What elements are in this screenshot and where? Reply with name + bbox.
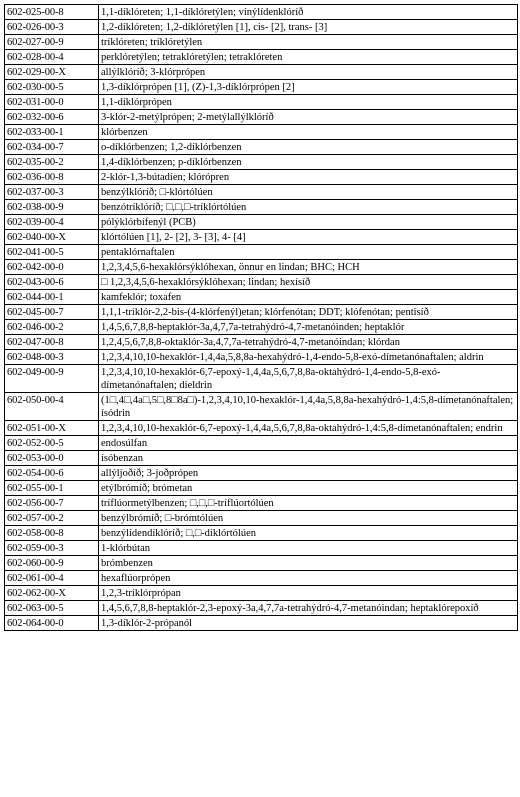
substance-name-cell: 1,2,3-tríklórprópan	[99, 586, 518, 601]
substance-name-cell: tríflúormetýlbenzen; □,□,□-tríflúortólúen	[99, 496, 518, 511]
substance-name-cell: 1,2,4,5,6,7,8,8-oktaklór-3a,4,7,7a-tetrahýdró-4,7-metanóindan; klórdan	[99, 335, 518, 350]
index-number-cell: 602-061-00-4	[5, 571, 99, 586]
table-row	[5, 526, 518, 541]
table-row	[5, 140, 518, 155]
table-row	[5, 5, 518, 20]
table-row	[5, 80, 518, 95]
substance-name-cell: 1,4-díklórbenzen; p-díklórbenzen	[99, 155, 518, 170]
table-row	[5, 481, 518, 496]
index-number-cell: 602-035-00-2	[5, 155, 99, 170]
substance-name-cell: benzýlbrómíð; □-brómtólúen	[99, 511, 518, 526]
index-number-cell: 602-030-00-5	[5, 80, 99, 95]
substance-name-cell: 1-klórbútan	[99, 541, 518, 556]
table-row	[5, 185, 518, 200]
substance-name-cell: 1,3-díklórprópen [1], (Z)-1,3-díklórprópen [2]	[99, 80, 518, 95]
table-row	[5, 125, 518, 140]
table-row	[5, 365, 518, 393]
table-row	[5, 215, 518, 230]
index-number-cell: 602-031-00-0	[5, 95, 99, 110]
table-row	[5, 110, 518, 125]
substance-name-cell: 1,1-díklórprópen	[99, 95, 518, 110]
index-number-cell: 602-026-00-3	[5, 20, 99, 35]
table-row	[5, 95, 518, 110]
substance-name-cell: 1,2-díklóreten; 1,2-díklóretýlen [1], cis- [2], trans- [3]	[99, 20, 518, 35]
substance-name-cell: 2-klór-1,3-bútadíen; klórópren	[99, 170, 518, 185]
table-row	[5, 320, 518, 335]
index-number-cell: 602-025-00-8	[5, 5, 99, 20]
index-number-cell: 602-041-00-5	[5, 245, 99, 260]
substance-name-cell: 1,1-díklóreten; 1,1-díklóretýlen; vínýlídenklóríð	[99, 5, 518, 20]
table-row	[5, 466, 518, 481]
index-number-cell: 602-045-00-7	[5, 305, 99, 320]
substance-name-cell: 1,2,3,4,10,10-hexaklór-1,4,4a,5,8,8a-hexahýdró-1,4-endo-5,8-exó-dímetanónaftalen; aldrin	[99, 350, 518, 365]
table-row	[5, 616, 518, 631]
index-number-cell: 602-039-00-4	[5, 215, 99, 230]
index-number-cell: 602-051-00-X	[5, 421, 99, 436]
index-number-cell: 602-048-00-3	[5, 350, 99, 365]
index-number-cell: 602-044-00-1	[5, 290, 99, 305]
substance-name-cell: 1,2,3,4,5,6-hexaklórsýklóhexan, önnur en lindan; BHC; HCH	[99, 260, 518, 275]
table-row	[5, 170, 518, 185]
table-row	[5, 350, 518, 365]
substance-name-cell: benzýlklóríð; □-klórtólúen	[99, 185, 518, 200]
index-number-cell: 602-034-00-7	[5, 140, 99, 155]
substance-name-cell: endosúlfan	[99, 436, 518, 451]
substance-name-cell: □ 1,2,3,4,5,6-hexaklórsýklóhexan; lindan; hexísíð	[99, 275, 518, 290]
index-number-cell: 602-033-00-1	[5, 125, 99, 140]
index-number-cell: 602-032-00-6	[5, 110, 99, 125]
substance-name-cell: 3-klór-2-metýlprópen; 2-metýlallýlklóríð	[99, 110, 518, 125]
table-body	[5, 5, 518, 631]
index-number-cell: 602-040-00-X	[5, 230, 99, 245]
substance-name-cell: perklóretýlen; tetraklóretýlen; tetraklóreten	[99, 50, 518, 65]
index-number-cell: 602-029-00-X	[5, 65, 99, 80]
index-number-cell: 602-043-00-6	[5, 275, 99, 290]
index-number-cell: 602-036-00-8	[5, 170, 99, 185]
index-number-cell: 602-038-00-9	[5, 200, 99, 215]
substance-name-cell: tríklóreten; tríklóretýlen	[99, 35, 518, 50]
substance-name-cell: 1,4,5,6,7,8,8-heptaklór-2,3-epoxý-3a,4,7,7a-tetrahýdró-4,7-metanóindan; heptaklórepoxíð	[99, 601, 518, 616]
index-number-cell: 602-028-00-4	[5, 50, 99, 65]
substance-name-cell: 1,3-díklór-2-própanól	[99, 616, 518, 631]
table-row	[5, 451, 518, 466]
substance-name-cell: allýlklóríð; 3-klórprópen	[99, 65, 518, 80]
index-number-cell: 602-047-00-8	[5, 335, 99, 350]
table-row	[5, 511, 518, 526]
substance-name-cell: hexaflúorprópen	[99, 571, 518, 586]
index-number-cell: 602-049-00-9	[5, 365, 99, 393]
index-number-cell: 602-027-00-9	[5, 35, 99, 50]
table-row	[5, 421, 518, 436]
table-row	[5, 200, 518, 215]
index-number-cell: 602-042-00-0	[5, 260, 99, 275]
table-row	[5, 335, 518, 350]
index-number-cell: 602-064-00-0	[5, 616, 99, 631]
substance-name-cell: 1,4,5,6,7,8,8-heptaklór-3a,4,7,7a-tetrahýdró-4,7-metanóinden; heptaklór	[99, 320, 518, 335]
index-number-cell: 602-050-00-4	[5, 393, 99, 421]
table-row	[5, 393, 518, 421]
substance-name-cell: o-díklórbenzen; 1,2-díklórbenzen	[99, 140, 518, 155]
table-row	[5, 290, 518, 305]
table-row	[5, 586, 518, 601]
table-row	[5, 541, 518, 556]
substance-name-cell: pentaklórnaftalen	[99, 245, 518, 260]
table-row	[5, 556, 518, 571]
table-row	[5, 65, 518, 80]
index-number-cell: 602-062-00-X	[5, 586, 99, 601]
substance-name-cell: brómbenzen	[99, 556, 518, 571]
index-number-cell: 602-037-00-3	[5, 185, 99, 200]
substance-name-cell: (1□,4□,4a□,5□,8□8a□)-1,2,3,4,10,10-hexaklór-1,4,4a,5,8,8a-hexahýdró-1,4:5,8-dímetanónaftalen; ísódrin	[99, 393, 518, 421]
table-row	[5, 275, 518, 290]
substance-name-cell: klórtólúen [1], 2- [2], 3- [3], 4- [4]	[99, 230, 518, 245]
substance-name-cell: benzýlídendíklóríð; □,□-díklórtólúen	[99, 526, 518, 541]
index-number-cell: 602-046-00-2	[5, 320, 99, 335]
substance-name-cell: 1,1,1-tríklór-2,2-bis-(4-klórfenýl)etan; klórfenótan; DDT; klófenótan; pentisíð	[99, 305, 518, 320]
table-row	[5, 571, 518, 586]
substance-name-cell: klórbenzen	[99, 125, 518, 140]
index-number-cell: 602-056-00-7	[5, 496, 99, 511]
index-number-cell: 602-059-00-3	[5, 541, 99, 556]
substance-name-cell: etýlbrómíð; brómetan	[99, 481, 518, 496]
index-number-cell: 602-060-00-9	[5, 556, 99, 571]
index-number-cell: 602-054-00-6	[5, 466, 99, 481]
substance-name-cell: 1,2,3,4,10,10-hexaklór-6,7-epoxý-1,4,4a,5,6,7,8,8a-oktahýdró-1,4-endo-5,8-exó-dímetanónaftalen; díeldrin	[99, 365, 518, 393]
table-row	[5, 20, 518, 35]
table-row	[5, 436, 518, 451]
substance-name-cell: benzótríklóríð; □,□,□-tríklórtólúen	[99, 200, 518, 215]
table-row	[5, 305, 518, 320]
substance-table	[4, 4, 518, 631]
index-number-cell: 602-063-00-5	[5, 601, 99, 616]
table-row	[5, 601, 518, 616]
table-row	[5, 245, 518, 260]
substance-name-cell: 1,2,3,4,10,10-hexaklór-6,7-epoxý-1,4,4a,5,6,7,8,8a-oktahýdró-1,4:5,8-dímetanónaftalen; endrin	[99, 421, 518, 436]
table-row	[5, 35, 518, 50]
index-number-cell: 602-058-00-8	[5, 526, 99, 541]
table-row	[5, 260, 518, 275]
substance-name-cell: ísóbenzan	[99, 451, 518, 466]
table-row	[5, 50, 518, 65]
index-number-cell: 602-057-00-2	[5, 511, 99, 526]
table-row	[5, 496, 518, 511]
table-row	[5, 155, 518, 170]
substance-name-cell: allýljoðíð; 3-joðprópen	[99, 466, 518, 481]
substance-name-cell: kamfeklór; toxafen	[99, 290, 518, 305]
table-row	[5, 230, 518, 245]
index-number-cell: 602-053-00-0	[5, 451, 99, 466]
substance-name-cell: pólýklórbífenýl (PCB)	[99, 215, 518, 230]
index-number-cell: 602-052-00-5	[5, 436, 99, 451]
document-page	[4, 4, 517, 631]
index-number-cell: 602-055-00-1	[5, 481, 99, 496]
